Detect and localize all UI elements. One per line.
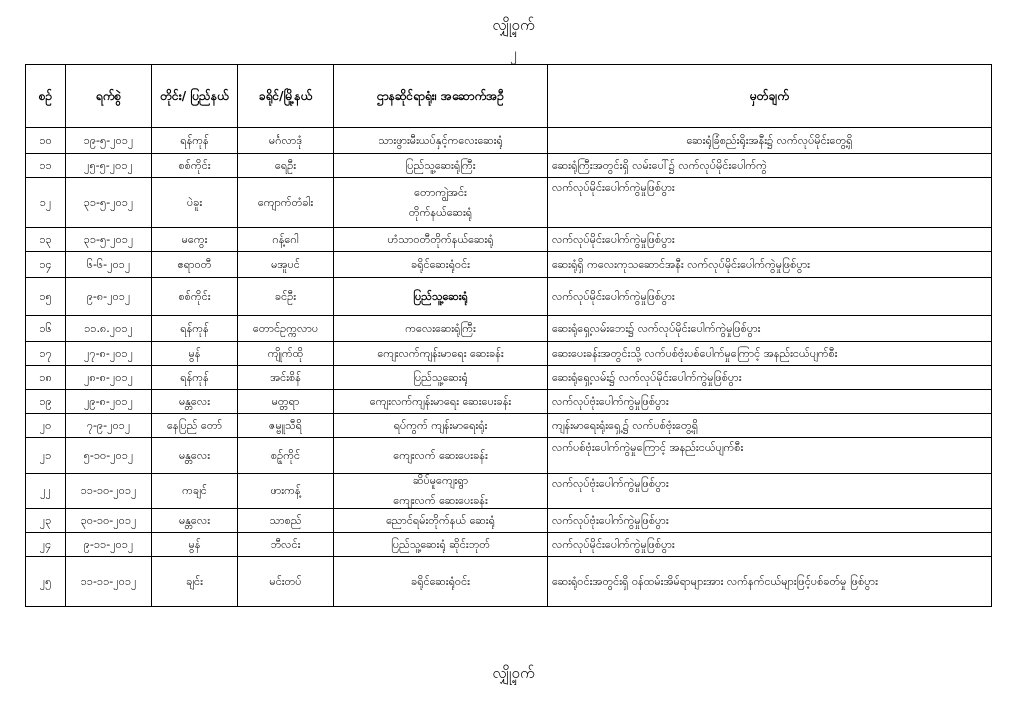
row-region: ဧရာဝတီ bbox=[152, 252, 238, 278]
table-row bbox=[26, 390, 992, 414]
table-row bbox=[26, 252, 992, 278]
row-number: ၁၀ bbox=[26, 128, 66, 154]
row-date: ၁၁.၈.၂၀၁၂ bbox=[66, 316, 152, 342]
row-region: နေပြည် တော် bbox=[152, 414, 238, 438]
row-office-line: ရပ်ကွက် ကျန်းမာရေးရုံး bbox=[393, 418, 488, 432]
row-remark: လက်လုပ်မိုင်းပေါက်ကွဲမှုဖြစ်ပွား bbox=[548, 178, 992, 228]
col-header-office: ဌာနဆိုင်ရာရုံး၊ အဆောက်အဦ bbox=[334, 65, 548, 128]
row-township: သာစည် bbox=[238, 509, 334, 533]
row-number: ၁၉ bbox=[26, 390, 66, 414]
table-row bbox=[26, 228, 992, 252]
row-region: ကချင် bbox=[152, 474, 238, 509]
row-region: ပဲခူး bbox=[152, 178, 238, 228]
row-office bbox=[334, 438, 548, 474]
row-township: ကျိုက်ထို bbox=[238, 342, 334, 366]
row-office bbox=[334, 316, 548, 342]
row-township: မင်းတပ် bbox=[238, 557, 334, 607]
row-office bbox=[334, 557, 548, 607]
row-remark: လက်ပစ်ဗုံးပေါက်ကွဲမှုကြောင့် အနည်းငယ်ပျက်စီး bbox=[548, 438, 992, 474]
row-office-line: ကျေးလက်ကျန်းမာရေး ဆေးပေးခန်း bbox=[369, 394, 512, 408]
row-office-line: ကလေးဆေးရုံကြီး bbox=[405, 321, 476, 335]
table-row bbox=[26, 128, 992, 154]
col-header-date: ရက်စွဲ bbox=[66, 65, 152, 128]
row-number: ၂၁ bbox=[26, 438, 66, 474]
table-row bbox=[26, 474, 992, 509]
row-office-line: ကျေးလက် ဆေးပေးခန်း bbox=[393, 448, 488, 462]
row-office-line: ခရိုင်ဆေးရုံဝင်း bbox=[411, 574, 470, 588]
row-office-line: ပြည်သူ့ဆေးရုံကြီး bbox=[405, 158, 476, 172]
row-remark: ဆေးရုံဝင်းအတွင်းရှိ ဝန်ထမ်းအိမ်ရာများအား လက်နက်ငယ်များဖြင့်ပစ်ခတ်မှု ဖြစ်ပွား bbox=[548, 557, 992, 607]
row-office-line: သားဖွားမီးယပ်နှင့်ကလေးဆေးရုံ bbox=[378, 133, 503, 147]
row-township: မအူပင် bbox=[238, 252, 334, 278]
table-row bbox=[26, 414, 992, 438]
row-number: ၂၂ bbox=[26, 474, 66, 509]
row-date: ၅-၁၀-၂၀၁၂ bbox=[66, 438, 152, 474]
header-confidential-label: လျှို့ဝှက် bbox=[492, 16, 535, 34]
footer-confidential-label: လျှို့ဝှက် bbox=[492, 664, 535, 682]
row-remark: ဆေးရုံခြံစည်းရိုးအနီး၌ လက်လုပ်မိုင်းတွေ့ရှိ bbox=[548, 128, 992, 154]
row-office-line: ခရိုင်ဆေးရုံဝင်း bbox=[411, 257, 470, 271]
row-office-line: တိုက်နယ်ဆေးရုံ bbox=[408, 205, 473, 219]
row-region: မန္တလေး bbox=[152, 438, 238, 474]
row-region: မွန် bbox=[152, 533, 238, 557]
row-remark: လက်လုပ်မိုင်းပေါက်ကွဲမှုဖြစ်ပွား bbox=[548, 278, 992, 316]
row-office-line: ဆိပ်မူကျေးရွာ bbox=[412, 474, 469, 487]
table-row bbox=[26, 533, 992, 557]
row-office bbox=[334, 390, 548, 414]
page-number: ၂ bbox=[510, 46, 517, 62]
row-date: ၃၁-၅-၂၀၁၂ bbox=[66, 228, 152, 252]
row-date: ၁၁-၁၁-၂၀၁၂ bbox=[66, 557, 152, 607]
row-number: ၁၃ bbox=[26, 228, 66, 252]
row-number: ၁၈ bbox=[26, 366, 66, 390]
row-date: ၂၅-၅-၂၀၁၂ bbox=[66, 154, 152, 178]
row-office bbox=[334, 533, 548, 557]
table-row bbox=[26, 438, 992, 474]
row-office-line: ကျေးလက် ဆေးပေးခန်း bbox=[393, 494, 488, 507]
row-office-line: ညောင်ရမ်းတိုက်နယ် ဆေးရုံ bbox=[386, 513, 495, 527]
row-office bbox=[334, 178, 548, 228]
row-remark: လက်လုပ်မိုင်းပေါက်ကွဲမှုဖြစ်ပွား bbox=[548, 228, 992, 252]
row-region: စစ်ကိုင်း bbox=[152, 154, 238, 178]
row-region: ရန်ကုန် bbox=[152, 366, 238, 390]
row-number: ၂၅ bbox=[26, 557, 66, 607]
row-office-line: ပြည်သူ့ဆေးရုံ bbox=[413, 370, 468, 384]
row-remark: ဆေးရုံကြီးအတွင်းရှိ လမ်းပေါ်၌ လက်လုပ်မိုင်းပေါက်ကွဲ bbox=[548, 154, 992, 178]
table-row bbox=[26, 154, 992, 178]
row-office bbox=[334, 342, 548, 366]
row-remark: လက်လုပ်ဗုံးပေါက်ကွဲမှုဖြစ်ပွား bbox=[548, 390, 992, 414]
row-remark: ကျန်းမာရေးရုံးရှေ့၌ လက်ပစ်ဗုံးတွေ့ရှိ bbox=[548, 414, 992, 438]
row-remark: ဆေးရုံရှိ ကလေးကုသဆောင်အနီး လက်လုပ်မိုင်းပေါက်ကွဲမှုဖြစ်ပွား bbox=[548, 252, 992, 278]
row-remark: ဆေးရုံရှေ့လမ်းဘေး၌ လက်လုပ်မိုင်းပေါက်ကွဲမှုဖြစ်ပွား bbox=[548, 316, 992, 342]
row-office bbox=[334, 128, 548, 154]
row-remark: ဆေးရုံရှေ့လမ်း၌ လက်လုပ်မိုင်းပေါက်ကွဲမှုဖြစ်ပွား bbox=[548, 366, 992, 390]
row-township: ကျောက်တံခါး bbox=[238, 178, 334, 228]
row-township: ဇမ္ဗူသီရိ bbox=[238, 414, 334, 438]
table-row bbox=[26, 366, 992, 390]
row-township: မတ္တရာ bbox=[238, 390, 334, 414]
row-township: ဘီလင်း bbox=[238, 533, 334, 557]
table-row bbox=[26, 316, 992, 342]
row-township: မင်္ဂလာဒုံ bbox=[238, 128, 334, 154]
row-remark: လက်လုပ်မိုင်းပေါက်ကွဲမှုဖြစ်ပွား bbox=[548, 533, 992, 557]
table-row bbox=[26, 278, 992, 316]
row-office bbox=[334, 474, 548, 509]
col-header-region: တိုင်း/ ပြည်နယ် bbox=[152, 65, 238, 128]
row-region: မန္တလေး bbox=[152, 390, 238, 414]
row-township: ဖားကန့် bbox=[238, 474, 334, 509]
row-region: မကွေး bbox=[152, 228, 238, 252]
row-office bbox=[334, 154, 548, 178]
table-row bbox=[26, 342, 992, 366]
row-date: ၃၁-၅-၂၀၁၂ bbox=[66, 178, 152, 228]
row-number: ၁၄ bbox=[26, 252, 66, 278]
col-header-no: စဉ် bbox=[26, 65, 66, 128]
row-region: မွန် bbox=[152, 342, 238, 366]
row-date: ၃၀-၁၀-၂၀၁၂ bbox=[66, 509, 152, 533]
table-row bbox=[26, 509, 992, 533]
row-office-line: ကျေးလက်ကျန်းမာရေး ဆေးခန်း bbox=[377, 346, 504, 360]
row-number: ၂၀ bbox=[26, 414, 66, 438]
table-header-row bbox=[26, 65, 992, 128]
row-number: ၁၅ bbox=[26, 278, 66, 316]
row-date: ၉-၈-၂၀၁၂ bbox=[66, 278, 152, 316]
col-header-remark: မှတ်ချက် bbox=[548, 65, 992, 128]
row-township: ရေဦး bbox=[238, 154, 334, 178]
row-township: ဂန့်ဂေါ bbox=[238, 228, 334, 252]
row-region: စစ်ကိုင်း bbox=[152, 278, 238, 316]
row-office-line: တောကျွဲအင်း bbox=[414, 185, 467, 199]
row-office-line: ပြည်သူ့ဆေးရုံ ဆိုင်းဘုတ် bbox=[390, 537, 490, 551]
row-remark: ဆေးပေးခန်းအတွင်းသို့ လက်ပစ်ဗုံးပစ်ပေါက်မှုကြောင့် အနည်းငယ်ပျက်စီး bbox=[548, 342, 992, 366]
row-office bbox=[334, 278, 548, 316]
row-number: ၂၃ bbox=[26, 509, 66, 533]
row-region: ရန်ကုန် bbox=[152, 316, 238, 342]
row-township: ခင်ဦး bbox=[238, 278, 334, 316]
row-region: မန္တလေး bbox=[152, 509, 238, 533]
col-header-township: ခရိုင်/မြို့နယ် bbox=[238, 65, 334, 128]
row-date: ၆-၆-၂၀၁၂ bbox=[66, 252, 152, 278]
row-date: ၁၁-၁၀-၂၀၁၂ bbox=[66, 474, 152, 509]
row-date: ၇-၉-၂၀၁၂ bbox=[66, 414, 152, 438]
row-office bbox=[334, 228, 548, 252]
row-township: အင်းစိန် bbox=[238, 366, 334, 390]
table-body bbox=[26, 128, 992, 607]
row-number: ၁၁ bbox=[26, 154, 66, 178]
row-number: ၁၇ bbox=[26, 342, 66, 366]
row-office-line: ဟံသာဝတီတိုက်နယ်ဆေးရုံ bbox=[387, 232, 494, 246]
row-office bbox=[334, 252, 548, 278]
row-township: စဉ့်ကိုင် bbox=[238, 438, 334, 474]
row-office-line: ပြည်သူ့ဆေးရုံ bbox=[413, 289, 468, 303]
row-date: ၂၉-၈-၂၀၁၂ bbox=[66, 390, 152, 414]
row-number: ၁၆ bbox=[26, 316, 66, 342]
incident-table bbox=[25, 64, 992, 607]
row-number: ၁၂ bbox=[26, 178, 66, 228]
table-row bbox=[26, 178, 992, 228]
row-number: ၂၄ bbox=[26, 533, 66, 557]
row-office bbox=[334, 366, 548, 390]
table-row bbox=[26, 557, 992, 607]
row-date: ၉-၁၁-၂၀၁၂ bbox=[66, 533, 152, 557]
row-township: တောင်ဥက္ကလာပ bbox=[238, 316, 334, 342]
row-date: ၂၈-၈-၂၀၁၂ bbox=[66, 366, 152, 390]
row-region: ရန်ကုန် bbox=[152, 128, 238, 154]
row-office bbox=[334, 414, 548, 438]
row-remark: လက်လုပ်ဗုံးပေါက်ကွဲမှုဖြစ်ပွား bbox=[548, 509, 992, 533]
row-region: ချင်း bbox=[152, 557, 238, 607]
row-date: ၁၉-၅-၂၀၁၂ bbox=[66, 128, 152, 154]
row-office bbox=[334, 509, 548, 533]
row-date: ၂၇-၈-၂၀၁၂ bbox=[66, 342, 152, 366]
row-remark: လက်လုပ်ဗုံးပေါက်ကွဲမှုဖြစ်ပွား bbox=[548, 474, 992, 509]
